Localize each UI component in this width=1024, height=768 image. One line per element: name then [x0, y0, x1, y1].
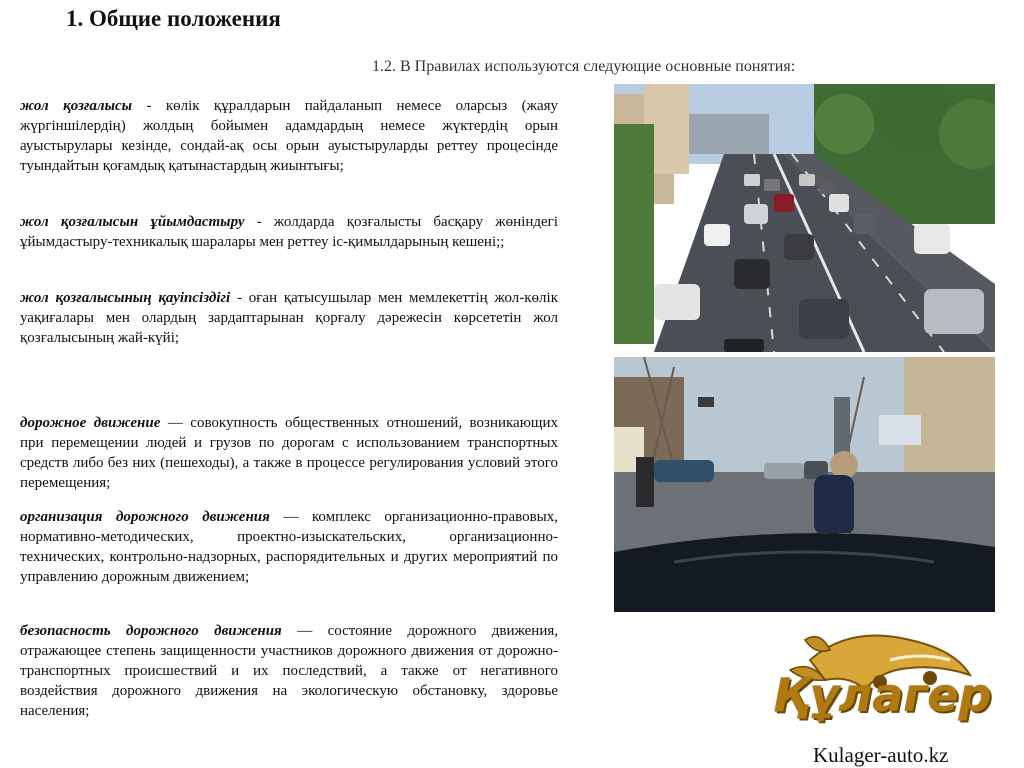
pedestrian-photo — [614, 357, 995, 612]
definition-ru-traffic-safety: безопасность дорожного движения — состояние дорожного движения, отражающее степень защищенности участников дорожного движения от дорожно-транспортных происшествий и их последствий, а также от негативного воздействия дорожного движения на экологическую обстановку, здоровье населения; — [20, 623, 558, 719]
traffic-photo — [614, 84, 995, 352]
page-subtitle: 1.2. В Правилах используются следующие основные понятия: — [372, 58, 796, 75]
definition-ru-road-traffic: дорожное движение — совокупность общественных отношений, возникающих при перемещении людей и грузов по дорогам с использованием транспортных средств либо без них (пешеходы), а также в процессе регулирования условий этого перемещения; — [20, 415, 558, 491]
definition-kz-road-traffic: жол қозғалысы - көлік құралдарын пайдаланып немесе оларсыз (жаяу жүргіншілердің) жолдың бойымен адамдардың немесе жүктердің орын ауыстырулары кезінде, сондай-ақ осы орын ауыстыруларды реттеу процесінде туындайтын қоғамдық қатынастардың жиынтығы; — [20, 98, 558, 174]
logo-wordmark: Құлагер — [773, 668, 992, 722]
definition-kz-traffic-safety: жол қозғалысының қауіпсіздігі - оған қатысушылар мен мемлекеттің жол-көлік уақиғалары мен олардың зардаптарынан қорғалу дәрежесін көрсететін жол қозғалысының жай-күйі; — [20, 290, 558, 346]
definition-ru-traffic-organization: организация дорожного движения — комплекс организационно-правовых, нормативно-методических, проектно-изыскательских, организационно-технических, контрольно-надзорных, распорядительных и других мероприятий по управлению дорожным движением; — [20, 509, 558, 585]
definition-kz-traffic-organization: жол қозғалысын ұйымдастыру - жолдарда қозғалысты басқару жөніндегі ұйымдастыру-техникалық шаралары мен реттеу іс-қимылдарының кешені;; — [20, 214, 558, 250]
website-link[interactable]: Kulager-auto.kz — [813, 743, 949, 767]
page-title: 1. Общие положения — [66, 6, 281, 31]
